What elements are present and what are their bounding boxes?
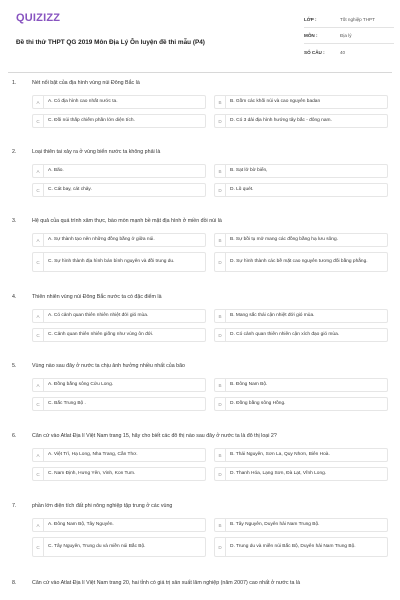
option-text: B. Thái Nguyên, Sơn La, Quy Nhơn, Biên Hoà. bbox=[230, 451, 330, 457]
option-text: A. Sự thành tạo nên những đồng bằng ở giữa núi. bbox=[48, 236, 155, 242]
subject-value: Địa lý bbox=[340, 33, 352, 38]
option-letter: D bbox=[215, 538, 226, 556]
class-value: Tốt nghiệp THPT bbox=[340, 17, 375, 22]
question-text: phần lớn diện tích đất phi nông nghiệp tập trung ở các vùng bbox=[32, 503, 173, 509]
option-letter: A bbox=[33, 379, 44, 391]
option-text: D. Có cảnh quan thiên nhiên cận xích đạo gió mùa. bbox=[230, 331, 340, 337]
option-b[interactable] bbox=[214, 378, 388, 392]
option-letter: D bbox=[215, 329, 226, 341]
question-text: Vùng nào sau đây ở nước ta chịu ảnh hưởng nhiều nhất của bão bbox=[32, 363, 185, 369]
option-d[interactable] bbox=[214, 467, 388, 481]
option-b[interactable] bbox=[214, 448, 388, 462]
info-row-subject bbox=[304, 28, 394, 44]
option-d[interactable] bbox=[214, 252, 388, 272]
option-b[interactable] bbox=[214, 95, 388, 109]
option-text: C. Cát bay, cát chảy. bbox=[48, 186, 92, 192]
option-text: D. Lũ quét. bbox=[230, 186, 254, 192]
option-letter: A bbox=[33, 165, 44, 177]
option-letter: D bbox=[215, 184, 226, 196]
option-letter: A bbox=[33, 96, 44, 108]
option-letter: A bbox=[33, 234, 44, 246]
option-text: A. Bão. bbox=[48, 167, 64, 173]
option-d[interactable] bbox=[214, 183, 388, 197]
option-letter: D bbox=[215, 468, 226, 480]
question-number: 7. bbox=[12, 503, 17, 509]
question-number: 2. bbox=[12, 149, 17, 155]
subject-label: MÔN : bbox=[304, 33, 318, 38]
header-divider bbox=[8, 72, 392, 73]
question-text: Căn cứ vào Atlat Địa lí Việt Nam trang 15, hãy cho biết các đô thị nào sau đây ở nước ta là đô thị loại 2? bbox=[32, 433, 277, 439]
option-text: B. Sạt lở bờ biển, bbox=[230, 167, 268, 173]
question-count-label: SỐ CÂU : bbox=[304, 49, 325, 55]
option-text: B. Đông Nam Bộ. bbox=[230, 381, 268, 387]
option-text: D. Thanh Hóa, Lạng Sơn, Đà Lạt, Vĩnh Long. bbox=[230, 470, 327, 476]
option-letter: C bbox=[33, 329, 44, 341]
question-4 bbox=[12, 294, 388, 338]
question-5 bbox=[12, 363, 388, 407]
option-d[interactable] bbox=[214, 114, 388, 128]
option-b[interactable] bbox=[214, 233, 388, 247]
option-text: A. Đông Nam Bộ, Tây Nguyên. bbox=[48, 521, 114, 527]
option-text: C. Đồi núi thấp chiếm phần lớn diện tích. bbox=[48, 117, 135, 123]
info-row-class bbox=[304, 12, 394, 28]
option-letter: B bbox=[215, 379, 226, 391]
option-letter: A bbox=[33, 310, 44, 322]
option-c[interactable] bbox=[32, 537, 206, 557]
option-letter: B bbox=[215, 96, 226, 108]
question-number: 3. bbox=[12, 218, 17, 224]
option-letter: B bbox=[215, 165, 226, 177]
option-c[interactable] bbox=[32, 397, 206, 411]
option-text: A. Đồng bằng sông Cửu Long. bbox=[48, 381, 114, 387]
question-text: Nét nổi bật của địa hình vùng núi Đông Bắc là bbox=[32, 80, 140, 86]
option-letter: A bbox=[33, 449, 44, 461]
option-text: A. Có địa hình cao nhất nước ta. bbox=[48, 98, 118, 104]
option-a[interactable] bbox=[32, 518, 206, 532]
option-letter: B bbox=[215, 519, 226, 531]
option-text: D. Có 3 dải địa hình hướng tây bắc - đông nam. bbox=[230, 117, 332, 123]
option-text: C. Nam Định, Hưng Yên, Vinh, Kon Tum. bbox=[48, 470, 136, 476]
worksheet-header bbox=[12, 10, 388, 62]
option-text: C. Sự hình thành địa hình bán bình nguyên và đồi trung du. bbox=[48, 258, 175, 264]
option-d[interactable] bbox=[214, 328, 388, 342]
option-letter: A bbox=[33, 519, 44, 531]
option-a[interactable] bbox=[32, 233, 206, 247]
question-8 bbox=[12, 580, 388, 587]
info-box bbox=[304, 12, 394, 62]
option-c[interactable] bbox=[32, 467, 206, 481]
question-number: 8. bbox=[12, 580, 17, 586]
option-a[interactable] bbox=[32, 448, 206, 462]
question-3 bbox=[12, 218, 388, 265]
option-c[interactable] bbox=[32, 328, 206, 342]
question-6 bbox=[12, 433, 388, 477]
option-b[interactable] bbox=[214, 309, 388, 323]
question-number: 6. bbox=[12, 433, 17, 439]
option-text: B. Tây Nguyên, Duyên hải Nam Trung Bộ. bbox=[230, 521, 320, 527]
question-number: 1. bbox=[12, 80, 17, 86]
worksheet-title: Đề thi thử THPT QG 2019 Môn Địa Lý Ôn luyện đề thi mẫu (P4) bbox=[16, 39, 205, 46]
question-text: Hệ quả của quá trình xâm thực, bào mòn mạnh bề mặt địa hình ở miền đồi núi là bbox=[32, 218, 222, 224]
question-1 bbox=[12, 80, 388, 124]
question-text: Loại thiên tai xảy ra ở vùng biển nước ta không phải là bbox=[32, 149, 161, 155]
option-text: C. Bắc Trung Bộ . bbox=[48, 400, 86, 406]
question-text: Thiên nhiên vùng núi Đông Bắc nước ta có đặc điểm là bbox=[32, 294, 162, 300]
option-text: B. Gồm các khối núi và cao nguyên badan bbox=[230, 98, 321, 104]
option-c[interactable] bbox=[32, 183, 206, 197]
option-d[interactable] bbox=[214, 537, 388, 557]
option-letter: C bbox=[33, 468, 44, 480]
question-text: Căn cứ vào Atlat Địa lí Việt Nam trang 20, hai tỉnh có giá trị sản xuất lâm nghiệp (năm 2007) cao nhất ở nước ta là bbox=[32, 580, 301, 586]
question-2 bbox=[12, 149, 388, 193]
option-letter: D bbox=[215, 115, 226, 127]
option-text: B. Mang sắc thái cận nhiệt đới gió mùa. bbox=[230, 312, 315, 318]
question-7 bbox=[12, 503, 388, 550]
option-letter: B bbox=[215, 449, 226, 461]
option-c[interactable] bbox=[32, 252, 206, 272]
option-text: C. Cảnh quan thiên nhiên giống như vùng ôn đới. bbox=[48, 331, 154, 337]
option-text: A. Việt Trì, Hạ Long, Nha Trang, Cần Thơ. bbox=[48, 451, 138, 457]
option-b[interactable] bbox=[214, 164, 388, 178]
option-letter: C bbox=[33, 253, 44, 271]
option-letter: C bbox=[33, 398, 44, 410]
option-text: B. Sự bồi tụ mở mang các đồng bằng hạ lưu sông. bbox=[230, 236, 338, 242]
option-a[interactable] bbox=[32, 378, 206, 392]
option-letter: C bbox=[33, 538, 44, 556]
option-text: D. Sự hình thành các bề mặt cao nguyên tương đối bằng phẳng. bbox=[230, 258, 368, 264]
option-b[interactable] bbox=[214, 518, 388, 532]
quizizz-logo: QUIZIZZ bbox=[16, 12, 61, 24]
option-letter: D bbox=[215, 253, 226, 271]
question-number: 5. bbox=[12, 363, 17, 369]
option-letter: B bbox=[215, 310, 226, 322]
option-text: A. Có cảnh quan thiên nhiên nhiệt đới gió mùa. bbox=[48, 312, 149, 318]
option-text: D. Trung du và miền núi Bắc Bộ, Duyên hải Nam Trung Bộ. bbox=[230, 543, 356, 549]
option-letter: C bbox=[33, 184, 44, 196]
question-count-value: 40 bbox=[340, 49, 346, 55]
option-a[interactable] bbox=[32, 309, 206, 323]
class-label: LỚP : bbox=[304, 17, 317, 22]
option-letter: B bbox=[215, 234, 226, 246]
info-row-count bbox=[304, 44, 394, 60]
option-d[interactable] bbox=[214, 397, 388, 411]
option-text: C. Tây Nguyên, Trung du và miền núi Bắc Bộ. bbox=[48, 543, 146, 549]
question-number: 4. bbox=[12, 294, 17, 300]
option-letter: D bbox=[215, 398, 226, 410]
option-a[interactable] bbox=[32, 95, 206, 109]
option-text: D. Đồng bằng sông Hồng. bbox=[230, 400, 286, 406]
option-letter: C bbox=[33, 115, 44, 127]
option-a[interactable] bbox=[32, 164, 206, 178]
option-c[interactable] bbox=[32, 114, 206, 128]
